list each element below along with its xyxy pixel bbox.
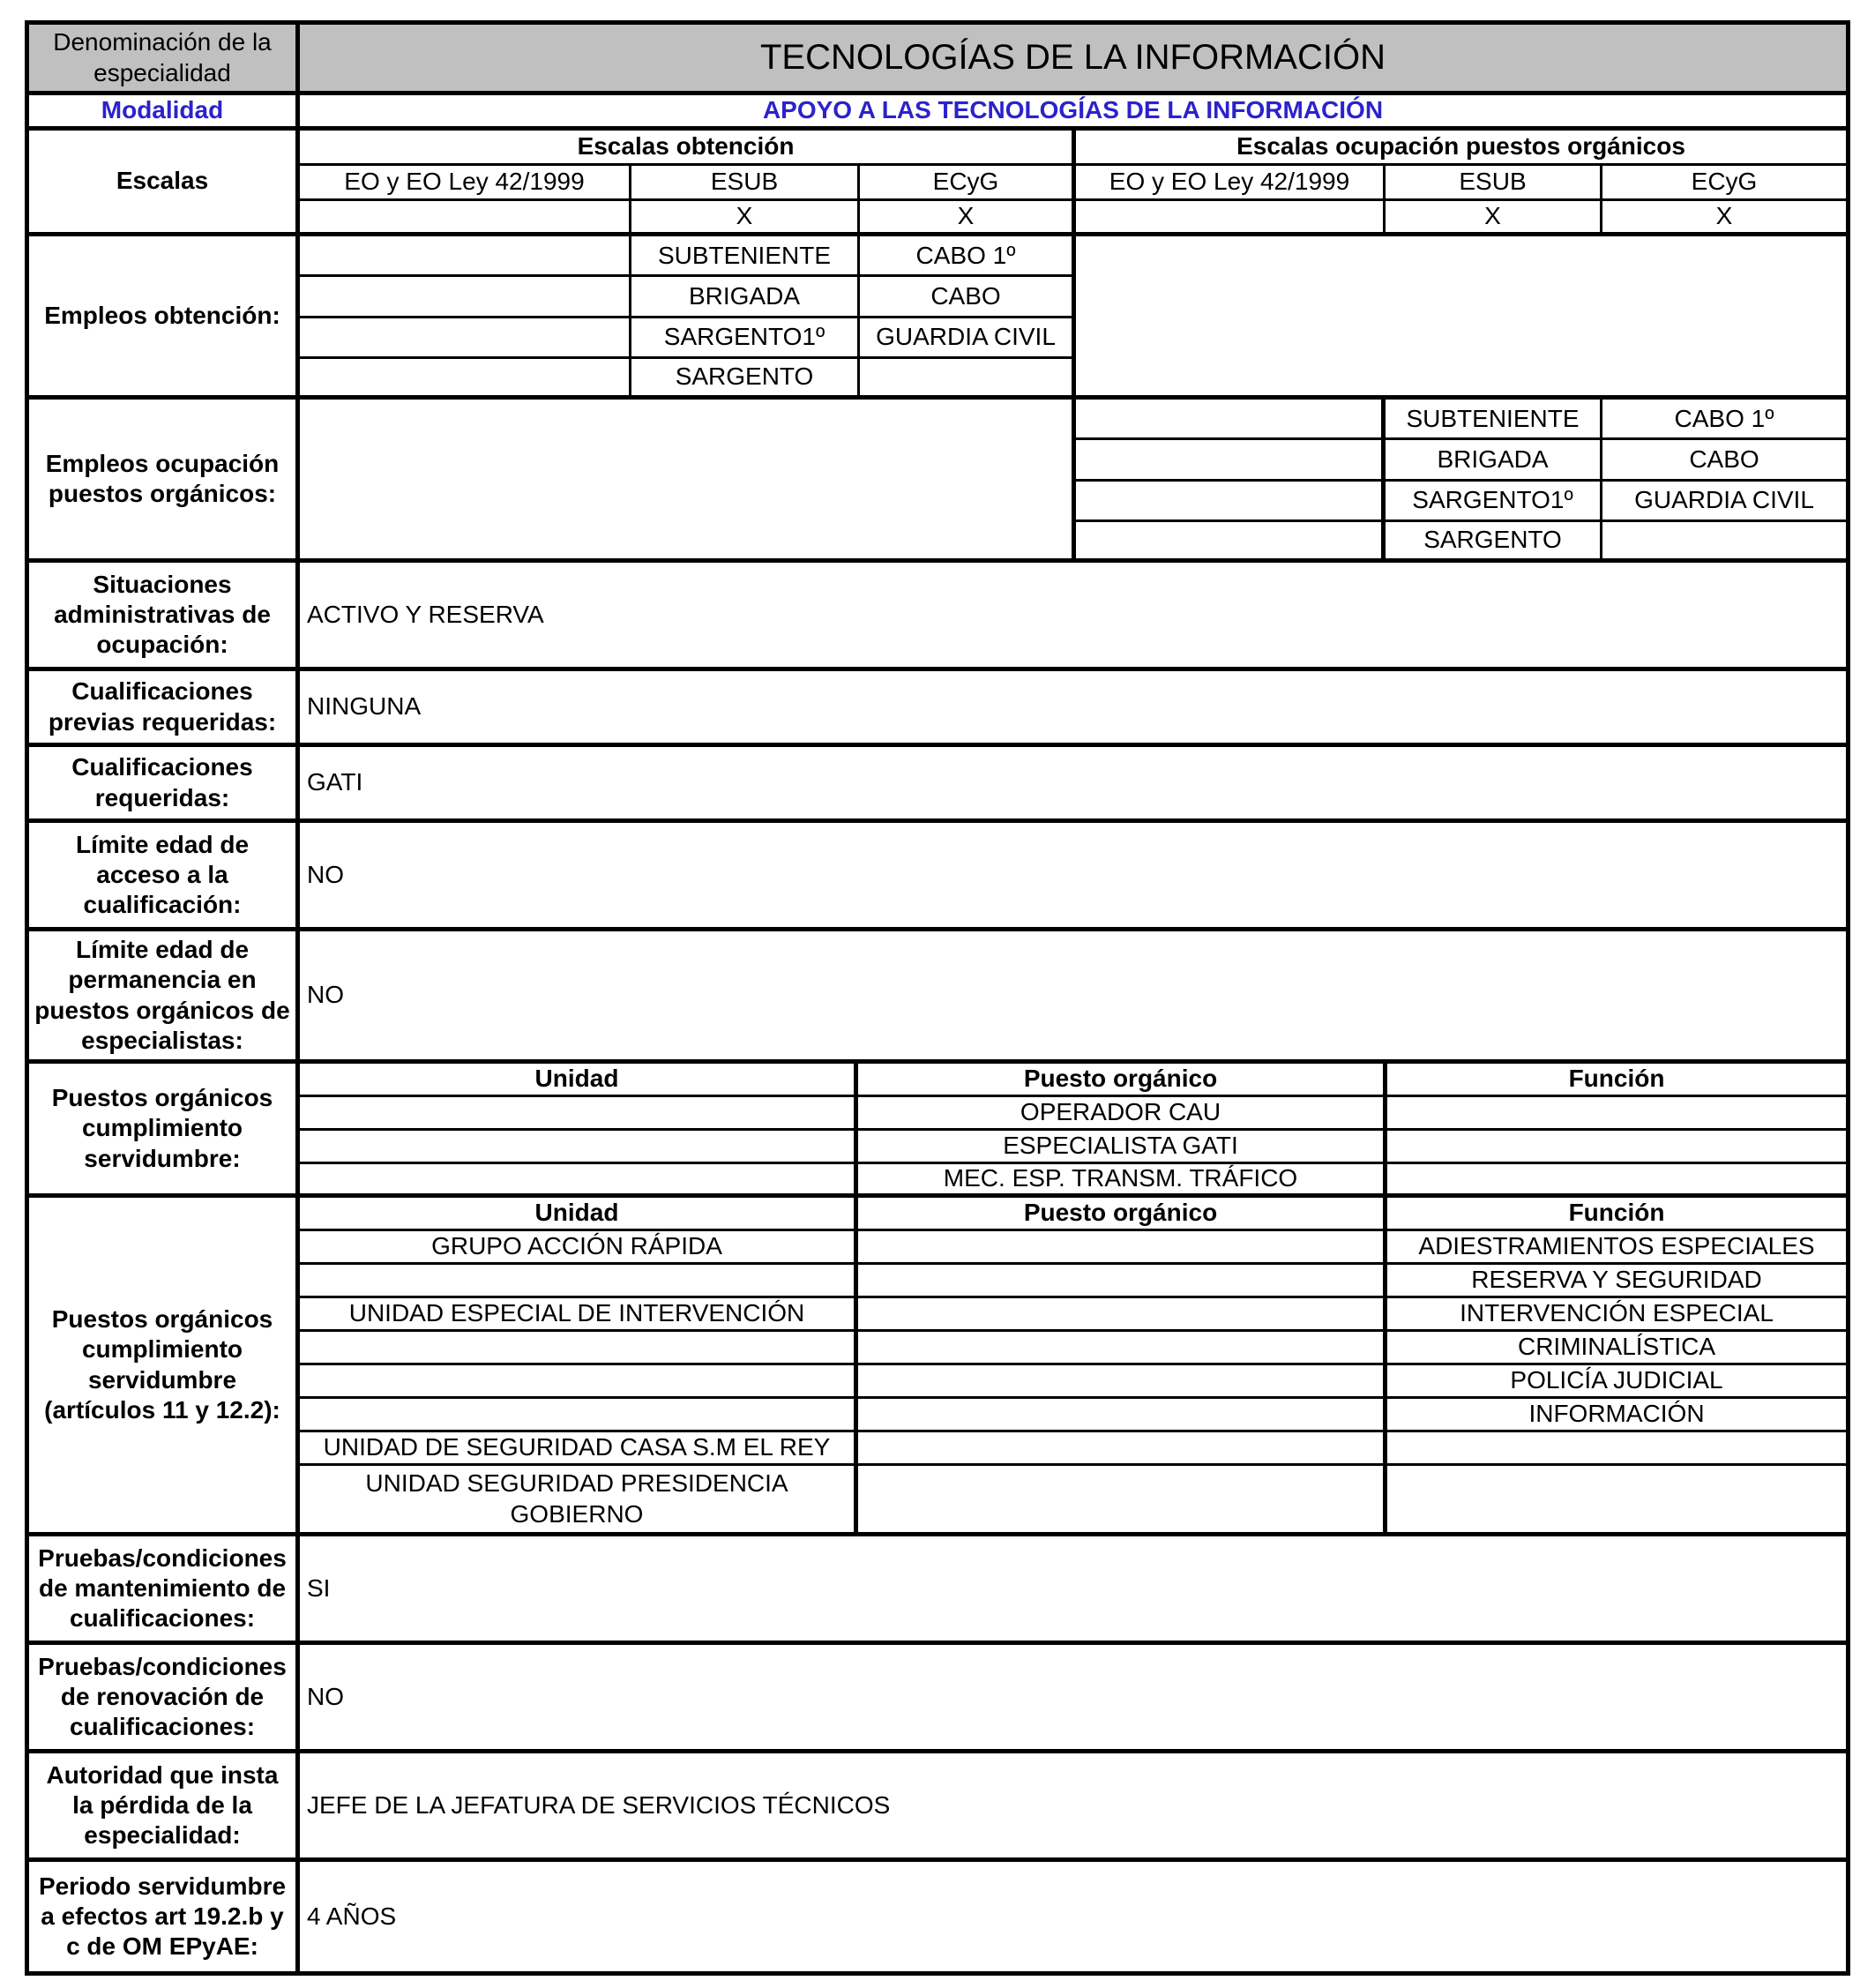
puestos-servidumbre-header-2-text: Función <box>1568 1065 1665 1093</box>
puestos-servidumbre-label <box>29 1064 300 1198</box>
empleos-ocupacion-esub-0 <box>1386 400 1602 440</box>
escalas-obtencion-title-text: Escalas obtención <box>577 132 795 161</box>
escala-col-1-text: ESUB <box>710 168 779 196</box>
cualif-requeridas-value <box>300 747 1846 823</box>
pruebas-renovacion-label <box>29 1645 300 1753</box>
empleos-ocupacion-esub-1-text: BRIGADA <box>1437 445 1549 473</box>
modalidad-label <box>29 95 300 131</box>
limite-acceso-value-text: NO <box>307 860 344 888</box>
empleos-obtencion-eo-0 <box>300 236 631 277</box>
puestos-articulos-cell-3-2-text: CRIMINALÍSTICA <box>1517 1333 1716 1361</box>
empleos-obtencion-eo-3 <box>300 359 631 400</box>
pruebas-renovacion-value <box>300 1645 1846 1753</box>
puestos-servidumbre-label-text: Puestos orgánicos cumplimiento servidumbre: <box>51 1084 273 1172</box>
escala-col-3 <box>1076 166 1386 201</box>
autoridad-value <box>300 1753 1846 1862</box>
empleos-ocupacion-ecyg-2 <box>1602 482 1846 522</box>
empleos-obtencion-esub-1 <box>631 277 860 318</box>
puestos-servidumbre-cell-0-0 <box>300 1097 858 1131</box>
escala-mark-1-text: X <box>736 202 753 230</box>
escala-col-4 <box>1386 166 1602 201</box>
empleos-obtencion-eo-2 <box>300 318 631 359</box>
puestos-articulos-cell-7-0-text: UNIDAD SEGURIDAD PRESIDENCIA GOBIERNO <box>365 1469 788 1528</box>
empleos-obtencion-empty <box>1076 236 1846 400</box>
limite-permanencia-value <box>300 931 1846 1064</box>
puestos-articulos-cell-7-0 <box>300 1466 858 1536</box>
puestos-servidumbre-cell-2-1-text: MEC. ESP. TRANSM. TRÁFICO <box>943 1164 1298 1192</box>
puestos-articulos-header-2-text: Función <box>1568 1199 1665 1227</box>
escala-col-1 <box>631 166 860 201</box>
escala-mark-2-text: X <box>957 202 975 230</box>
puestos-articulos-label-text: Puestos orgánicos cumplimiento servidumbre (artículos 11 y 12.2): <box>44 1305 280 1424</box>
empleos-obtencion-esub-1-text: BRIGADA <box>688 281 801 310</box>
puestos-articulos-cell-4-2-text: POLICÍA JUDICIAL <box>1510 1366 1723 1394</box>
puestos-articulos-cell-7-2 <box>1387 1466 1846 1536</box>
puestos-articulos-cell-3-0 <box>300 1332 858 1365</box>
empleos-ocupacion-esub-0-text: SUBTENIENTE <box>1406 404 1580 432</box>
puestos-articulos-cell-6-0-text: UNIDAD DE SEGURIDAD CASA S.M EL REY <box>323 1433 831 1461</box>
puestos-articulos-cell-1-1 <box>858 1265 1387 1298</box>
empleos-obtencion-ecyg-2 <box>860 318 1076 359</box>
empleos-ocupacion-ecyg-0-text: CABO 1º <box>1674 404 1774 432</box>
escala-col-5-text: ECyG <box>1691 168 1758 196</box>
cualif-requeridas-label-text: Cualificaciones requeridas: <box>71 753 253 811</box>
puestos-articulos-cell-4-1 <box>858 1365 1387 1399</box>
situaciones-value <box>300 563 1846 671</box>
autoridad-label-text: Autoridad que insta la pérdida de la especialidad: <box>46 1760 279 1850</box>
empleos-obtencion-label <box>29 236 300 400</box>
empleos-obtencion-ecyg-2-text: GUARDIA CIVIL <box>876 323 1056 351</box>
escala-col-4-text: ESUB <box>1459 168 1527 196</box>
pruebas-mantenimiento-label-text: Pruebas/condiciones de mantenimiento de cualificaciones: <box>38 1543 287 1633</box>
empleos-ocupacion-ecyg-3 <box>1602 522 1846 563</box>
puestos-articulos-header-1 <box>858 1198 1387 1231</box>
empleos-obtencion-eo-1 <box>300 277 631 318</box>
empleos-ocupacion-ecyg-0 <box>1602 400 1846 440</box>
puestos-articulos-cell-0-1 <box>858 1231 1387 1265</box>
puestos-articulos-cell-5-2 <box>1387 1399 1846 1432</box>
cualif-previas-label-text: Cualificaciones previas requeridas: <box>48 677 277 736</box>
cualif-requeridas-value-text: GATI <box>307 768 363 796</box>
escala-col-5 <box>1602 166 1846 201</box>
puestos-articulos-cell-4-0 <box>300 1365 858 1399</box>
pruebas-renovacion-value-text: NO <box>307 1682 344 1710</box>
situaciones-label-text: Situaciones administrativas de ocupación: <box>54 570 271 659</box>
puestos-articulos-cell-2-2 <box>1387 1298 1846 1332</box>
escala-mark-5 <box>1602 201 1846 236</box>
puestos-servidumbre-cell-2-2 <box>1387 1164 1846 1198</box>
puestos-articulos-cell-4-2 <box>1387 1365 1846 1399</box>
puestos-articulos-cell-2-0-text: UNIDAD ESPECIAL DE INTERVENCIÓN <box>348 1299 805 1327</box>
modalidad-value-text: APOYO A LAS TECNOLOGÍAS DE LA INFORMACIÓN <box>762 96 1384 124</box>
puestos-articulos-label <box>29 1198 300 1536</box>
puestos-articulos-header-1-text: Puesto orgánico <box>1023 1199 1218 1227</box>
empleos-obtencion-label-text: Empleos obtención: <box>44 301 280 329</box>
pruebas-mantenimiento-label <box>29 1536 300 1645</box>
puestos-servidumbre-cell-0-1-text: OPERADOR CAU <box>1020 1098 1221 1126</box>
empleos-ocupacion-eo-0 <box>1076 400 1386 440</box>
cualif-previas-value <box>300 671 1846 747</box>
pruebas-mantenimiento-value <box>300 1536 1846 1645</box>
escalas-ocupacion-title <box>1076 131 1846 166</box>
puestos-articulos-header-2 <box>1387 1198 1846 1231</box>
puestos-servidumbre-header-1 <box>858 1064 1387 1097</box>
limite-acceso-label-text: Límite edad de acceso a la cualificación: <box>75 830 250 919</box>
escala-mark-2 <box>860 201 1076 236</box>
escala-mark-0 <box>300 201 631 236</box>
escala-mark-4 <box>1386 201 1602 236</box>
empleos-ocupacion-ecyg-1 <box>1602 440 1846 481</box>
escalas-label <box>29 131 300 236</box>
puestos-articulos-cell-6-0 <box>300 1432 858 1466</box>
pruebas-mantenimiento-value-text: SI <box>307 1573 331 1602</box>
puestos-articulos-cell-0-0 <box>300 1231 858 1265</box>
puestos-articulos-cell-5-2-text: INFORMACIÓN <box>1528 1400 1705 1428</box>
puestos-servidumbre-cell-0-1 <box>858 1097 1387 1131</box>
puestos-articulos-cell-1-0 <box>300 1265 858 1298</box>
situaciones-value-text: ACTIVO Y RESERVA <box>307 600 544 628</box>
empleos-obtencion-esub-3 <box>631 359 860 400</box>
modalidad-value <box>300 95 1846 131</box>
limite-permanencia-value-text: NO <box>307 981 344 1009</box>
empleos-ocupacion-label-text: Empleos ocupación puestos orgánicos: <box>45 449 280 507</box>
escala-col-0-text: EO y EO Ley 42/1999 <box>344 168 585 196</box>
denominacion-label <box>29 25 300 95</box>
puestos-articulos-cell-3-1 <box>858 1332 1387 1365</box>
puestos-servidumbre-cell-1-1 <box>858 1131 1387 1164</box>
empleos-obtencion-ecyg-3 <box>860 359 1076 400</box>
puestos-articulos-cell-1-2-text: RESERVA Y SEGURIDAD <box>1471 1266 1762 1294</box>
puestos-servidumbre-header-2 <box>1387 1064 1846 1097</box>
escala-col-2-text: ECyG <box>932 168 999 196</box>
limite-permanencia-label <box>29 931 300 1064</box>
empleos-obtencion-ecyg-1-text: CABO <box>930 281 1001 310</box>
empleos-obtencion-ecyg-0 <box>860 236 1076 277</box>
periodo-label-text: Periodo servidumbre a efectos art 19.2.b y c de OM EPyAE: <box>38 1872 287 1961</box>
empleos-ocupacion-esub-2 <box>1386 482 1602 522</box>
empleos-obtencion-esub-0 <box>631 236 860 277</box>
empleos-ocupacion-eo-3 <box>1076 522 1386 563</box>
specialty-sheet <box>25 20 1850 1976</box>
puestos-articulos-cell-5-1 <box>858 1399 1387 1432</box>
empleos-ocupacion-label <box>29 400 300 563</box>
puestos-articulos-cell-0-2 <box>1387 1231 1846 1265</box>
autoridad-label <box>29 1753 300 1862</box>
puestos-articulos-cell-6-2 <box>1387 1432 1846 1466</box>
puestos-articulos-cell-2-2-text: INTERVENCIÓN ESPECIAL <box>1460 1299 1774 1327</box>
empleos-obtencion-esub-3-text: SARGENTO <box>675 362 814 391</box>
empleos-ocupacion-eo-1 <box>1076 440 1386 481</box>
puestos-articulos-cell-0-0-text: GRUPO ACCIÓN RÁPIDA <box>431 1232 722 1260</box>
limite-permanencia-label-text: Límite edad de permanencia en puestos orgánicos de especialistas: <box>34 936 290 1054</box>
page-title-text: TECNOLOGÍAS DE LA INFORMACIÓN <box>759 38 1386 78</box>
puestos-servidumbre-cell-1-2 <box>1387 1131 1846 1164</box>
escala-mark-1 <box>631 201 860 236</box>
periodo-value <box>300 1862 1846 1971</box>
denominacion-label-text: Denominación de la especialidad <box>53 28 272 86</box>
empleos-ocupacion-esub-3-text: SARGENTO <box>1423 526 1562 554</box>
empleos-ocupacion-ecyg-1-text: CABO <box>1689 445 1759 473</box>
autoridad-value-text: JEFE DE LA JEFATURA DE SERVICIOS TÉCNICOS <box>307 1790 891 1819</box>
escalas-ocupacion-title-text: Escalas ocupación puestos orgánicos <box>1236 132 1685 161</box>
limite-acceso-label <box>29 823 300 931</box>
puestos-articulos-cell-3-2 <box>1387 1332 1846 1365</box>
empleos-ocupacion-esub-3 <box>1386 522 1602 563</box>
empleos-obtencion-esub-2 <box>631 318 860 359</box>
puestos-articulos-cell-2-1 <box>858 1298 1387 1332</box>
periodo-label <box>29 1862 300 1971</box>
modalidad-label-text: Modalidad <box>101 96 224 124</box>
puestos-articulos-cell-1-2 <box>1387 1265 1846 1298</box>
empleos-ocupacion-ecyg-2-text: GUARDIA CIVIL <box>1634 486 1814 514</box>
escala-col-0 <box>300 166 631 201</box>
puestos-articulos-header-0-text: Unidad <box>534 1199 619 1227</box>
pruebas-renovacion-label-text: Pruebas/condiciones de renovación de cualificaciones: <box>38 1652 287 1741</box>
empleos-obtencion-esub-0-text: SUBTENIENTE <box>657 241 832 269</box>
puestos-servidumbre-cell-2-0 <box>300 1164 858 1198</box>
puestos-articulos-cell-2-0 <box>300 1298 858 1332</box>
escala-col-2 <box>860 166 1076 201</box>
puestos-servidumbre-cell-0-2 <box>1387 1097 1846 1131</box>
escala-mark-5-text: X <box>1715 202 1733 230</box>
puestos-servidumbre-header-1-text: Puesto orgánico <box>1023 1065 1218 1093</box>
puestos-servidumbre-cell-1-1-text: ESPECIALISTA GATI <box>1003 1132 1238 1160</box>
situaciones-label <box>29 563 300 671</box>
page-title <box>300 25 1846 95</box>
empleos-ocupacion-empty <box>300 400 1076 563</box>
cualif-previas-label <box>29 671 300 747</box>
empleos-obtencion-esub-2-text: SARGENTO1º <box>663 323 825 351</box>
puestos-servidumbre-cell-2-1 <box>858 1164 1387 1198</box>
escalas-label-text: Escalas <box>116 167 209 195</box>
escala-col-3-text: EO y EO Ley 42/1999 <box>1109 168 1350 196</box>
cualif-requeridas-label <box>29 747 300 823</box>
puestos-articulos-header-0 <box>300 1198 858 1231</box>
puestos-articulos-cell-7-1 <box>858 1466 1387 1536</box>
limite-acceso-value <box>300 823 1846 931</box>
empleos-ocupacion-esub-2-text: SARGENTO1º <box>1412 486 1573 514</box>
puestos-servidumbre-header-0 <box>300 1064 858 1097</box>
empleos-obtencion-ecyg-1 <box>860 277 1076 318</box>
puestos-articulos-cell-0-2-text: ADIESTRAMIENTOS ESPECIALES <box>1418 1232 1815 1260</box>
escala-mark-4-text: X <box>1484 202 1501 230</box>
empleos-ocupacion-eo-2 <box>1076 482 1386 522</box>
empleos-ocupacion-esub-1 <box>1386 440 1602 481</box>
puestos-servidumbre-header-0-text: Unidad <box>534 1065 619 1093</box>
escalas-obtencion-title <box>300 131 1076 166</box>
puestos-articulos-cell-6-1 <box>858 1432 1387 1466</box>
escala-mark-3 <box>1076 201 1386 236</box>
puestos-articulos-cell-5-0 <box>300 1399 858 1432</box>
puestos-servidumbre-cell-1-0 <box>300 1131 858 1164</box>
empleos-obtencion-ecyg-0-text: CABO 1º <box>915 241 1016 269</box>
periodo-value-text: 4 AÑOS <box>307 1902 397 1930</box>
cualif-previas-value-text: NINGUNA <box>307 692 422 721</box>
